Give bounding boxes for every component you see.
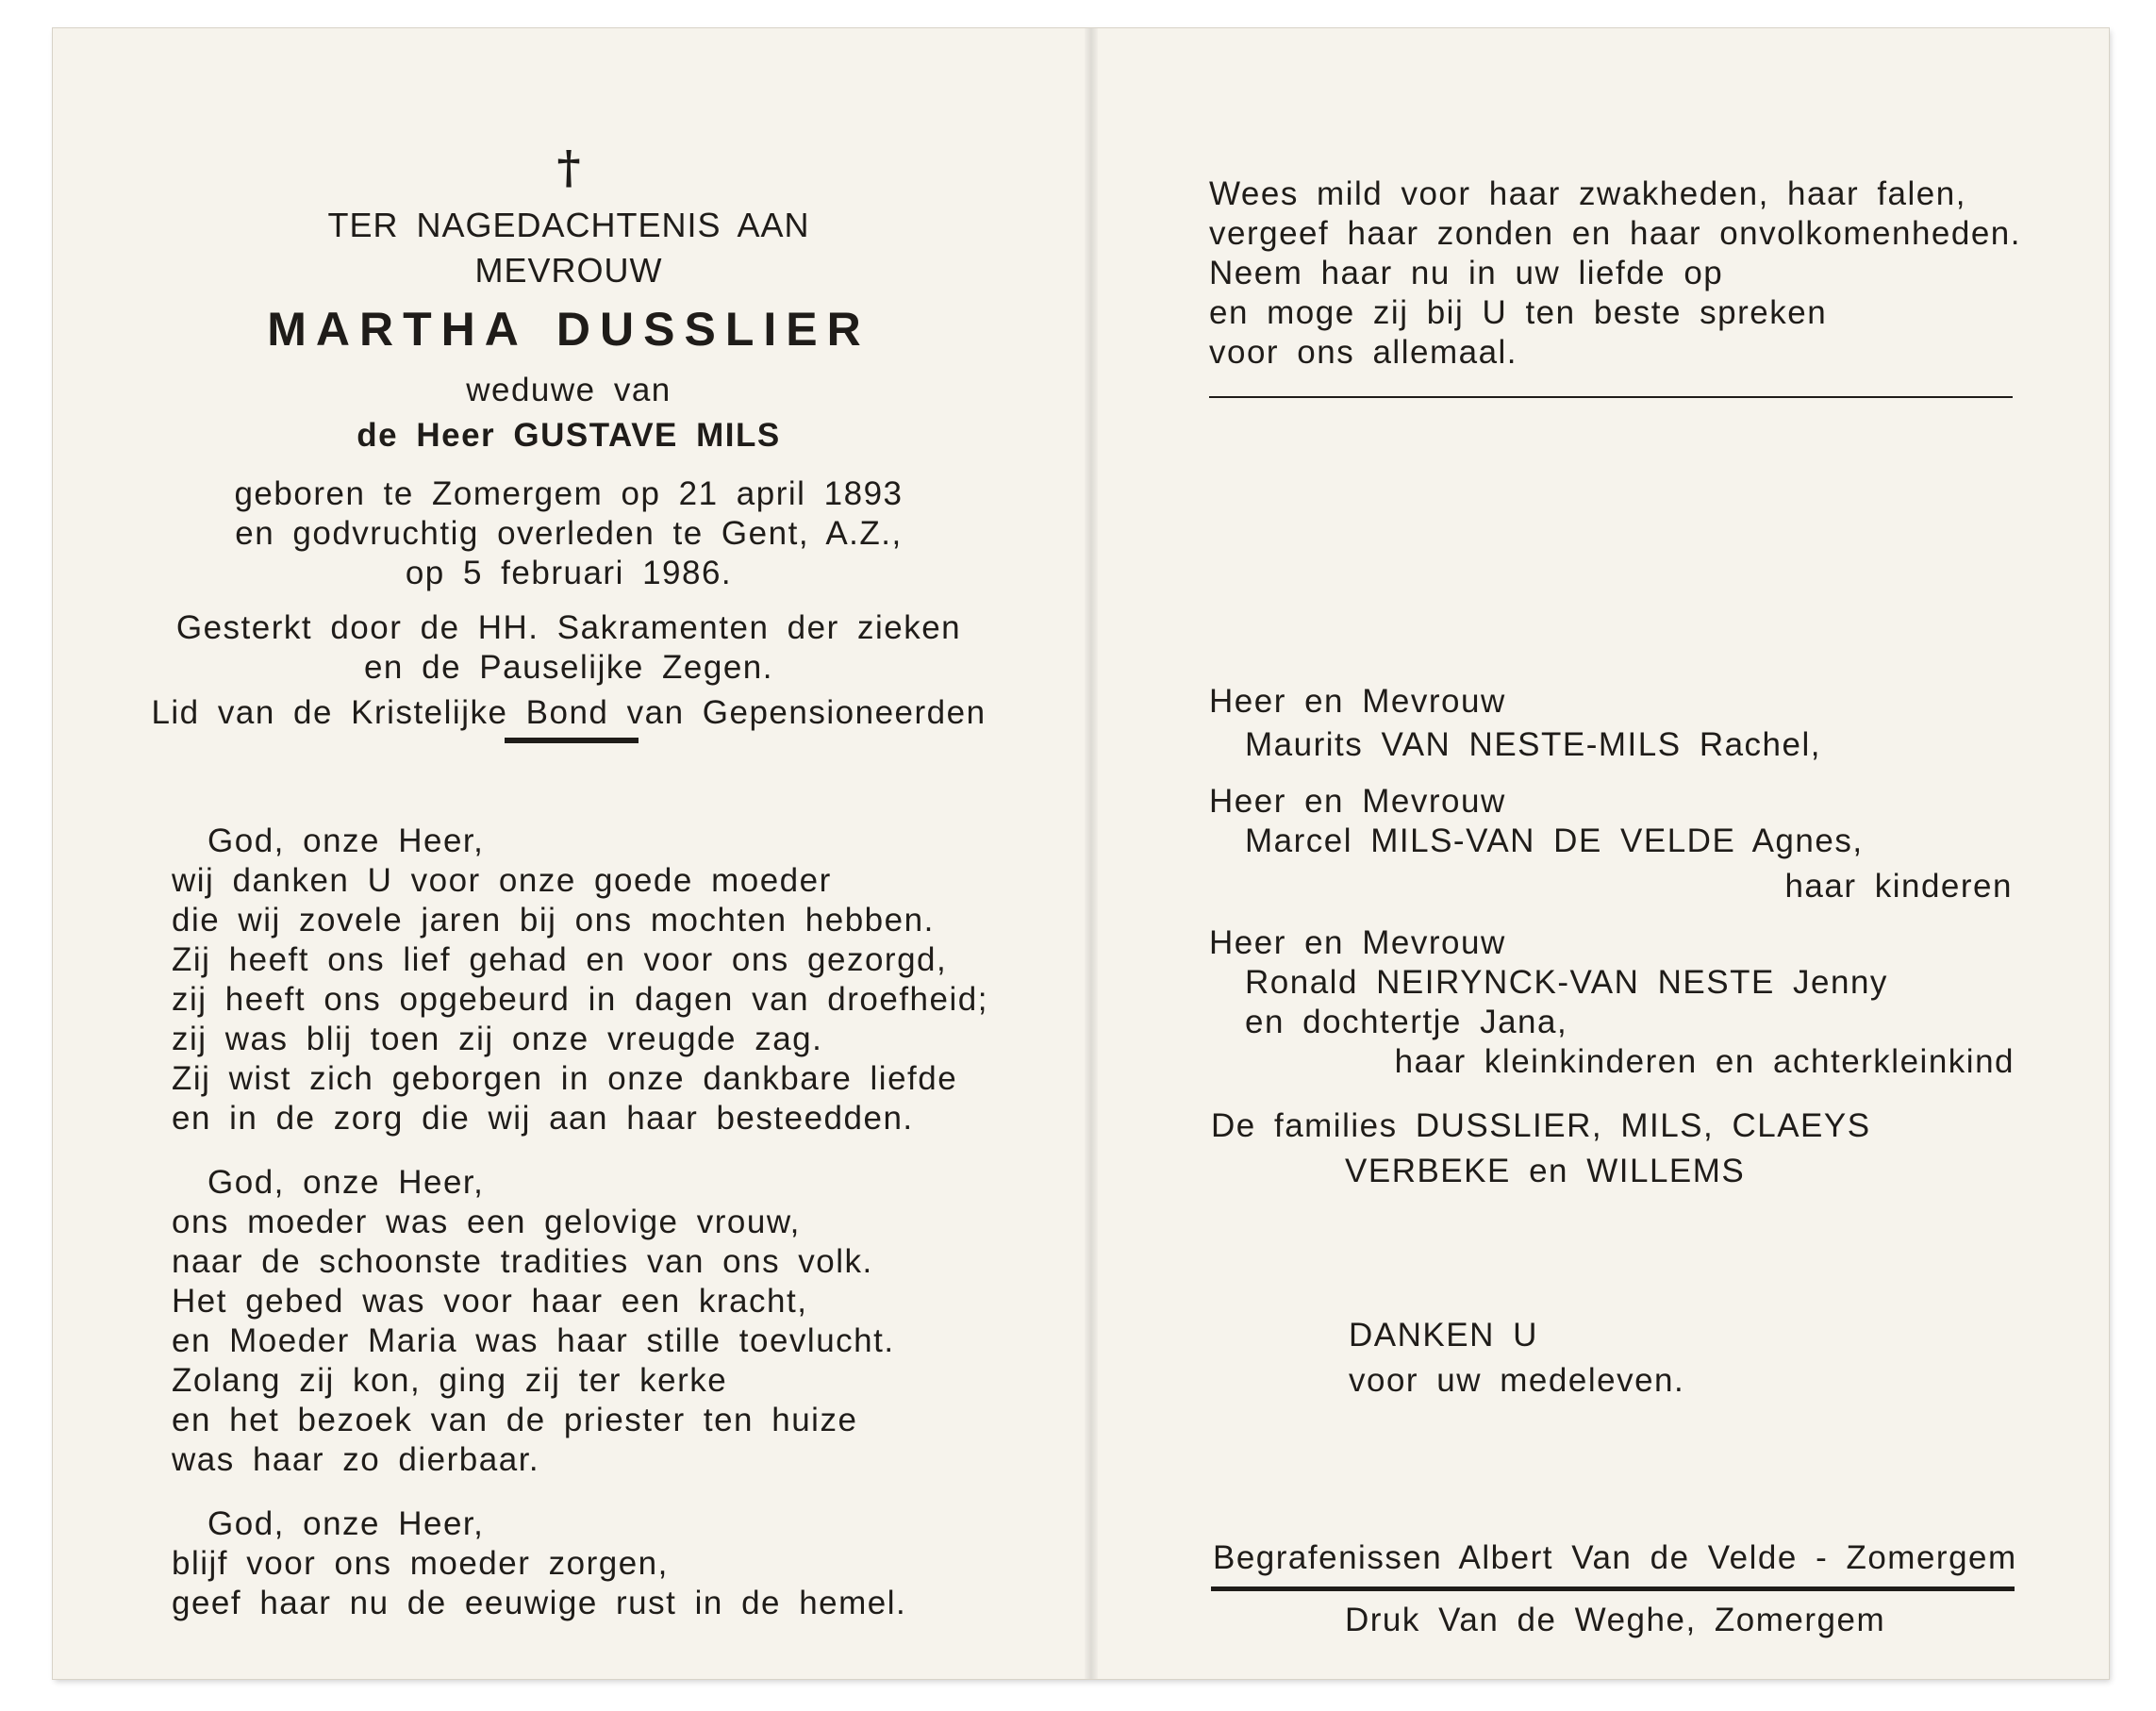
prayer-line: was haar zo dierbaar. — [172, 1441, 540, 1478]
membership-line: Lid van de Kristelijke Bond van Gepensioneerden — [151, 694, 987, 731]
prayer-line: God, onze Heer, — [207, 822, 485, 859]
prayer-line: God, onze Heer, — [207, 1164, 485, 1201]
couple-2-names: Marcel MILS-VAN DE VELDE Agnes, — [1245, 822, 1864, 859]
verse-line: Neem haar nu in uw liefde op — [1209, 255, 1724, 291]
verse-line: voor ons allemaal. — [1209, 334, 1518, 371]
thanks-line-1: DANKEN U — [1349, 1317, 1538, 1354]
sacraments-line-1: Gesterkt door de HH. Sakramenten der zieken — [175, 609, 962, 646]
husband-name: de Heer GUSTAVE MILS — [357, 417, 781, 454]
prayer-line: en het bezoek van de priester ten huize — [172, 1402, 858, 1438]
card-fold — [1085, 28, 1098, 1679]
header-line-1: TER NAGEDACHTENIS AAN — [327, 206, 810, 244]
prayer-line: ons moeder was een gelovige vrouw, — [172, 1204, 801, 1240]
prayer-line: naar de schoonste tradities van ons volk. — [172, 1243, 873, 1280]
prayer-line: Zij heeft ons lief gehad en voor ons gezorgd, — [172, 941, 948, 978]
verse-divider — [1209, 396, 2013, 398]
death-line: en godvruchtig overleden te Gent, A.Z., — [235, 515, 903, 552]
prayer-line: die wij zovele jaren bij ons mochten hebben. — [172, 902, 935, 939]
grandchildren-label: haar kleinkinderen en achterkleinkind — [1394, 1043, 2015, 1080]
prayer-line: God, onze Heer, — [207, 1505, 485, 1542]
header-line-2: MEVROUW — [474, 251, 663, 290]
prayer-line: geef haar nu de eeuwige rust in de hemel. — [172, 1585, 907, 1621]
birth-line: geboren te Zomergem op 21 april 1893 — [234, 475, 904, 512]
couple-1-title: Heer en Mevrouw — [1209, 683, 1506, 720]
prayer-line: Zij wist zich geborgen in onze dankbare liefde — [172, 1060, 958, 1097]
death-date: op 5 februari 1986. — [405, 555, 733, 591]
prayer-line: Zolang zij kon, ging zij ter kerke — [172, 1362, 728, 1399]
couple-3-names: Ronald NEIRYNCK-VAN NESTE Jenny — [1245, 964, 1888, 1001]
cross-icon: † — [556, 141, 581, 194]
prayer-line: en in de zorg die wij aan haar besteedden. — [172, 1100, 914, 1137]
children-label: haar kinderen — [1784, 868, 2013, 905]
prayer-line: blijf voor ons moeder zorgen, — [172, 1545, 669, 1582]
families-line-2: VERBEKE en WILLEMS — [1345, 1153, 1746, 1189]
verse-line: en moge zij bij U ten beste spreken — [1209, 294, 1828, 331]
thanks-line-2: voor uw medeleven. — [1349, 1362, 1685, 1399]
couple-1-names: Maurits VAN NESTE-MILS Rachel, — [1245, 726, 1821, 763]
families-line-1: De families DUSSLIER, MILS, CLAEYS — [1211, 1107, 1871, 1144]
verse-line: vergeef haar zonden en haar onvolkomenheden. — [1209, 215, 2021, 252]
prayer-line: zij was blij toen zij onze vreugde zag. — [172, 1021, 823, 1057]
sacraments-line-2: en de Pauselijke Zegen. — [363, 649, 774, 686]
deceased-name: MARTHA DUSSLIER — [267, 303, 871, 356]
left-panel — [53, 28, 1085, 1679]
verse-line: Wees mild voor haar zwakheden, haar falen, — [1209, 175, 1966, 212]
widow-of: weduwe van — [466, 372, 672, 408]
couple-2-title: Heer en Mevrouw — [1209, 783, 1506, 820]
prayer-line: Het gebed was voor haar een kracht, — [172, 1283, 808, 1320]
divider — [505, 738, 639, 743]
couple-3-title: Heer en Mevrouw — [1209, 924, 1506, 961]
prayer-line: en Moeder Maria was haar stille toevlucht. — [172, 1322, 895, 1359]
great-grandchild: en dochtertje Jana, — [1245, 1004, 1568, 1040]
footer-divider — [1211, 1586, 2015, 1591]
right-panel — [1098, 28, 2109, 1679]
prayer-line: zij heeft ons opgebeurd in dagen van droefheid; — [172, 981, 988, 1018]
prayer-line: wij danken U voor onze goede moeder — [172, 862, 832, 899]
printer: Druk Van de Weghe, Zomergem — [1345, 1602, 1886, 1638]
funeral-director: Begrafenissen Albert Van de Velde - Zomergem — [1213, 1539, 2017, 1576]
